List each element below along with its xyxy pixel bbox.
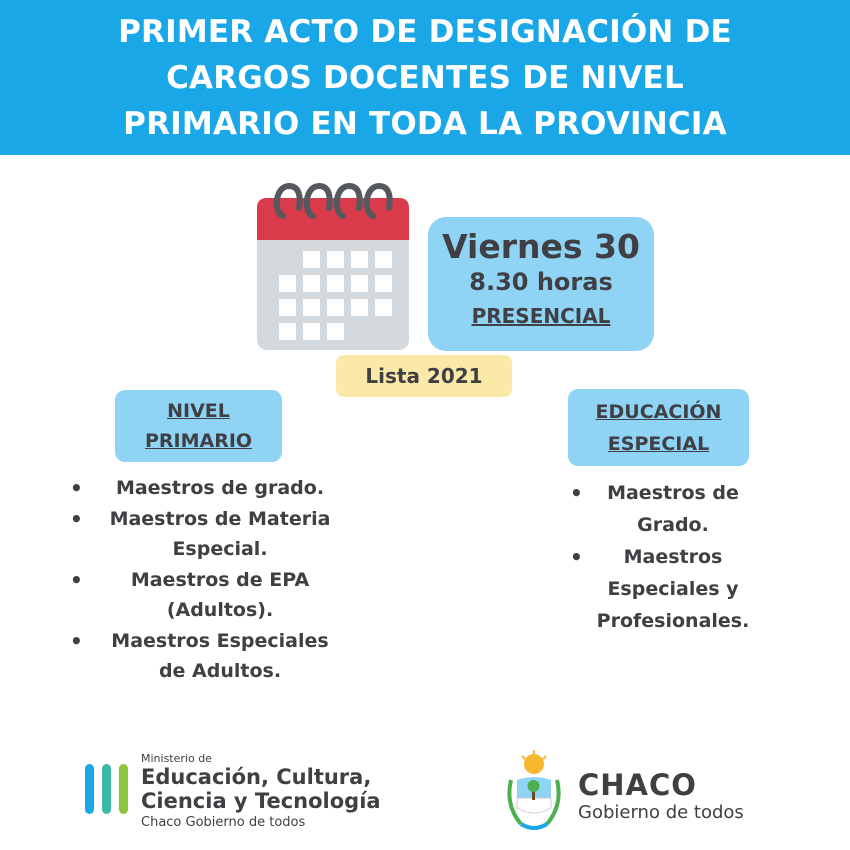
header-banner	[0, 0, 850, 155]
chaco-seal-logo	[503, 750, 565, 838]
title-line-3: PRIMARIO EN TODA LA PROVINCIA	[123, 105, 727, 142]
category-nivel-primario	[115, 390, 282, 462]
category-line-1: NIVEL	[167, 400, 230, 422]
list-item: • Maestros Especiales de Adultos.	[96, 626, 344, 687]
event-date-box	[428, 217, 654, 351]
title-line-1: PRIMER ACTO DE DESIGNACIÓN DE	[118, 13, 732, 50]
educacion-especial-list	[588, 477, 758, 637]
category-educacion-especial	[568, 389, 749, 466]
category-line-2: ESPECIAL	[607, 432, 710, 455]
list-item: • Maestros de Grado.	[588, 477, 758, 541]
chaco-logo	[503, 750, 783, 840]
ministry-name-line-1: Educación, Cultura,	[141, 765, 372, 789]
event-day: Viernes 30	[442, 227, 640, 266]
list-year-badge: Lista 2021	[336, 355, 512, 397]
list-item: • Maestros de grado.	[96, 473, 344, 504]
ministry-tagline: Chaco Gobierno de todos	[141, 815, 306, 830]
chaco-text	[578, 768, 744, 823]
event-mode: PRESENCIAL	[471, 304, 611, 328]
ministry-prefix: Ministerio de	[141, 752, 212, 765]
category-line-2: PRIMARIO	[144, 430, 253, 452]
ministry-name-line-2: Ciencia y Tecnología	[141, 789, 381, 813]
chaco-name: CHACO	[578, 768, 697, 802]
ministry-text	[141, 752, 381, 830]
calendar-icon	[255, 180, 411, 352]
event-time: 8.30 horas	[469, 268, 613, 296]
list-item: • Maestros de EPA (Adultos).	[96, 565, 344, 626]
title-line-2: CARGOS DOCENTES DE NIVEL	[166, 59, 684, 96]
category-line-1: EDUCACIÓN	[595, 400, 722, 423]
nivel-primario-list	[96, 473, 344, 687]
list-item: • Maestros Especiales y Profesionales.	[588, 541, 758, 637]
list-item: • Maestros de Materia Especial.	[96, 504, 344, 565]
page-title	[118, 9, 732, 147]
ministry-logo	[85, 752, 415, 832]
ministry-bars-logo	[85, 764, 130, 814]
chaco-tagline: Gobierno de todos	[578, 802, 744, 823]
